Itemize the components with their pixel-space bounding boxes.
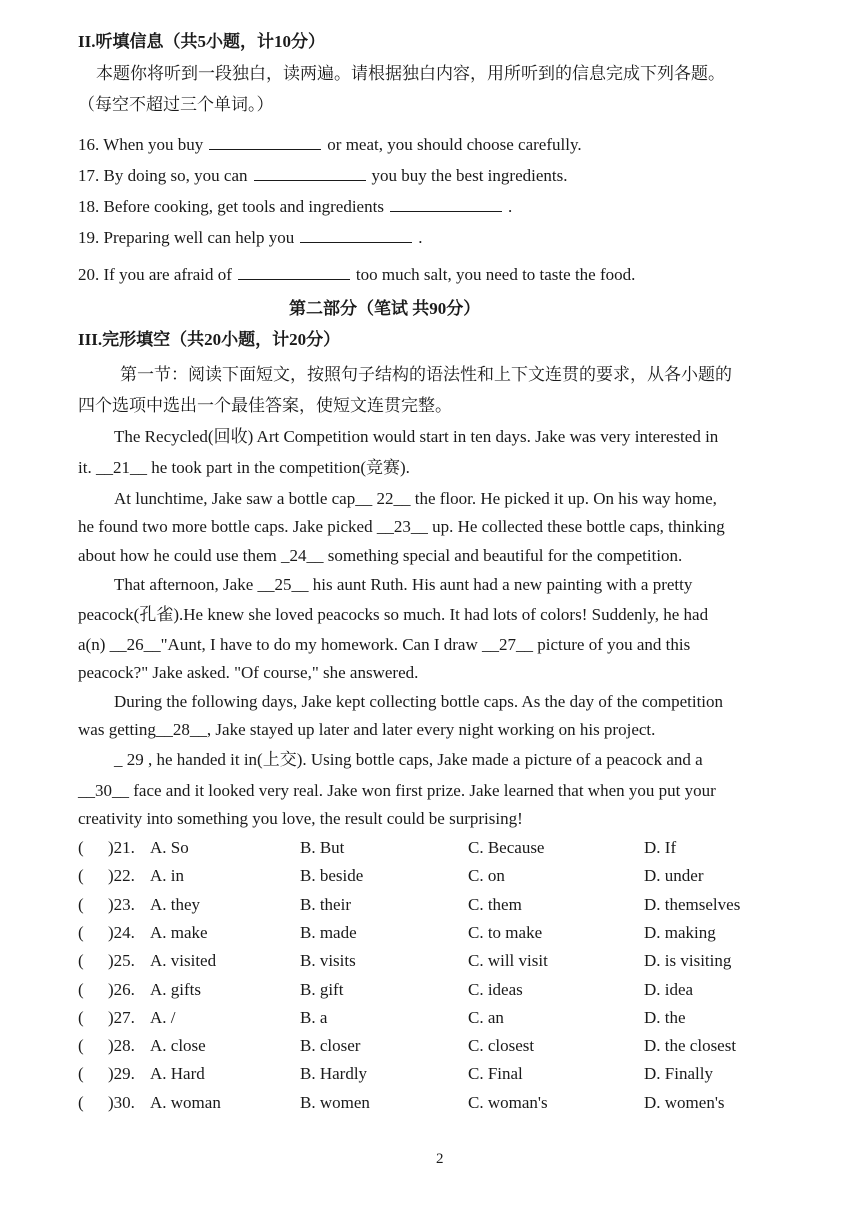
- listening-heading: II.听填信息（共5小题，计10分）: [78, 32, 325, 51]
- question-16: [78, 133, 582, 156]
- option-row: [0, 921, 867, 945]
- passage-line: about how he could use them _24__ something special and beautiful for the competition.: [78, 546, 683, 565]
- answer-paren: (: [78, 922, 84, 942]
- answer-paren: (: [78, 866, 84, 886]
- answer-blank-20[interactable]: [238, 263, 350, 280]
- question-number: )25.: [108, 951, 135, 971]
- question-20-text: 20. If you are afraid of: [78, 265, 232, 284]
- question-number: )29.: [108, 1064, 135, 1084]
- question-18: [78, 195, 512, 218]
- choice-d[interactable]: D. Finally: [644, 1064, 713, 1084]
- answer-blank-17[interactable]: [254, 164, 366, 181]
- choice-c[interactable]: C. Because: [468, 838, 545, 857]
- question-17-text: 17. By doing so, you can: [78, 166, 248, 185]
- question-19-tail: .: [418, 228, 423, 247]
- choice-b[interactable]: B. closer: [300, 1036, 361, 1056]
- option-row: [0, 893, 867, 917]
- part-two-title: 第二部分（笔试 共90分）: [289, 299, 481, 318]
- question-17-tail: you buy the best ingredients.: [371, 166, 568, 185]
- question-18-tail: .: [507, 197, 513, 216]
- question-20-tail: too much salt, you need to taste the food.: [355, 265, 636, 284]
- choice-a[interactable]: A. close: [150, 1036, 206, 1056]
- option-row: [0, 1034, 867, 1058]
- passage-line: it. __21__ he took part in the competition(竞赛).: [78, 458, 410, 477]
- passage-line: creativity into something you love, the result could be surprising!: [78, 809, 523, 828]
- question-18-text: 18. Before cooking, get tools and ingredients: [78, 197, 384, 216]
- choice-c[interactable]: C. to make: [468, 922, 543, 942]
- choice-b[interactable]: B. a: [300, 1007, 328, 1027]
- choice-d[interactable]: D. under: [644, 866, 704, 886]
- choice-a[interactable]: A. woman: [150, 1092, 221, 1112]
- choice-d[interactable]: D. the closest: [644, 1036, 737, 1056]
- choice-c[interactable]: C. will visit: [468, 951, 548, 971]
- option-row: [0, 1091, 867, 1115]
- listening-instruction-note: （每空不超过三个单词。）: [78, 95, 274, 114]
- choice-a[interactable]: A. gifts: [150, 979, 201, 999]
- choice-c[interactable]: C. on: [468, 866, 505, 886]
- cloze-heading: III.完形填空（共20小题，计20分）: [78, 330, 341, 349]
- choice-c[interactable]: C. Final: [468, 1064, 523, 1084]
- choice-d[interactable]: D. is visiting: [644, 951, 732, 971]
- listening-instruction: 本题你将听到一段独白，读两遍。请根据独白内容，用所听到的信息完成下列各题。: [96, 64, 725, 83]
- choice-b[interactable]: B. gift: [300, 979, 344, 999]
- choice-b[interactable]: B. beside: [300, 866, 364, 886]
- passage-line: The Recycled(回收) Art Competition would start in ten days. Jake was very interested in: [114, 427, 719, 446]
- choice-a[interactable]: A. make: [150, 922, 208, 942]
- choice-a[interactable]: A. So: [150, 838, 189, 857]
- choice-b[interactable]: B. their: [300, 894, 351, 914]
- answer-blank-18[interactable]: [390, 195, 502, 212]
- choice-b[interactable]: B. But: [300, 838, 345, 857]
- option-row: [0, 864, 867, 888]
- choice-c[interactable]: C. an: [468, 1007, 504, 1027]
- answer-paren: (: [78, 1064, 84, 1084]
- choice-b[interactable]: B. made: [300, 922, 357, 942]
- question-20: [78, 263, 635, 286]
- answer-paren: (: [78, 1007, 84, 1027]
- choice-d[interactable]: D. women's: [644, 1092, 725, 1112]
- choice-a[interactable]: A. in: [150, 866, 184, 886]
- option-row: [0, 836, 867, 860]
- passage-line: a(n) __26__"Aunt, I have to do my homework. Can I draw __27__ picture of you and this: [78, 635, 691, 654]
- cloze-instruction-cont: 四个选项中选出一个最佳答案，使短文连贯完整。: [78, 396, 452, 415]
- choice-d[interactable]: D. making: [644, 922, 716, 942]
- question-16-tail: or meat, you should choose carefully.: [327, 135, 582, 154]
- option-row: [0, 1006, 867, 1030]
- answer-paren: (: [78, 1092, 84, 1112]
- choice-d[interactable]: D. If: [644, 838, 677, 857]
- choice-b[interactable]: B. Hardly: [300, 1064, 368, 1084]
- answer-paren: (: [78, 1036, 84, 1056]
- answer-paren: (: [78, 979, 84, 999]
- choice-a[interactable]: A. Hard: [150, 1064, 205, 1084]
- passage-line: _ 29 , he handed it in(上交). Using bottle caps, Jake made a picture of a peacock and a: [114, 750, 703, 769]
- choice-d[interactable]: D. idea: [644, 979, 694, 999]
- answer-blank-16[interactable]: [209, 133, 321, 150]
- page-number: 2: [436, 1151, 444, 1167]
- choice-a[interactable]: A. they: [150, 894, 201, 914]
- answer-paren: (: [78, 894, 84, 914]
- question-number: )30.: [108, 1092, 135, 1112]
- choice-b[interactable]: B. women: [300, 1092, 370, 1112]
- question-19: [78, 226, 422, 249]
- choice-c[interactable]: C. them: [468, 894, 522, 914]
- passage-line: peacock?" Jake asked. "Of course," she answered.: [78, 663, 419, 682]
- question-number: )24.: [108, 922, 135, 942]
- option-row: [0, 1062, 867, 1086]
- option-row: [0, 978, 867, 1002]
- cloze-instruction: 第一节：阅读下面短文，按照句子结构的语法性和上下文连贯的要求，从各小题的: [120, 365, 732, 384]
- option-row: [0, 949, 867, 973]
- passage-line: he found two more bottle caps. Jake picked __23__ up. He collected these bottle caps, thinking: [78, 517, 725, 536]
- choice-c[interactable]: C. closest: [468, 1036, 535, 1056]
- choice-a[interactable]: A. visited: [150, 951, 217, 971]
- passage-line: During the following days, Jake kept collecting bottle caps. As the day of the competition: [114, 692, 724, 711]
- choice-b[interactable]: B. visits: [300, 951, 356, 971]
- passage-line: was getting__28__, Jake stayed up later and later every night working on his project.: [78, 720, 656, 739]
- question-number: )21.: [108, 838, 135, 857]
- question-number: )22.: [108, 866, 135, 886]
- question-19-text: 19. Preparing well can help you: [78, 228, 295, 247]
- choice-c[interactable]: C. ideas: [468, 979, 523, 999]
- question-16-text: 16. When you buy: [78, 135, 204, 154]
- answer-paren: (: [78, 838, 84, 857]
- question-number: )23.: [108, 894, 135, 914]
- answer-paren: (: [78, 951, 84, 971]
- passage-line: At lunchtime, Jake saw a bottle cap__ 22__ the floor. He picked it up. On his way home,: [114, 489, 717, 508]
- choice-d[interactable]: D. themselves: [644, 894, 741, 914]
- question-17: [78, 164, 567, 187]
- question-number: )27.: [108, 1007, 135, 1027]
- passage-line: __30__ face and it looked very real. Jake won first prize. Jake learned that when you put your: [78, 781, 716, 800]
- choice-c[interactable]: C. woman's: [468, 1092, 548, 1112]
- question-number: )28.: [108, 1036, 135, 1056]
- question-number: )26.: [108, 979, 135, 999]
- passage-line: That afternoon, Jake __25__ his aunt Ruth. His aunt had a new painting with a pretty: [114, 575, 693, 594]
- answer-blank-19[interactable]: [300, 226, 412, 243]
- choice-d[interactable]: D. the: [644, 1007, 686, 1027]
- passage-line: peacock(孔雀).He knew she loved peacocks so much. It had lots of colors! Suddenly, he had: [78, 605, 709, 624]
- choice-a[interactable]: A. /: [150, 1007, 176, 1027]
